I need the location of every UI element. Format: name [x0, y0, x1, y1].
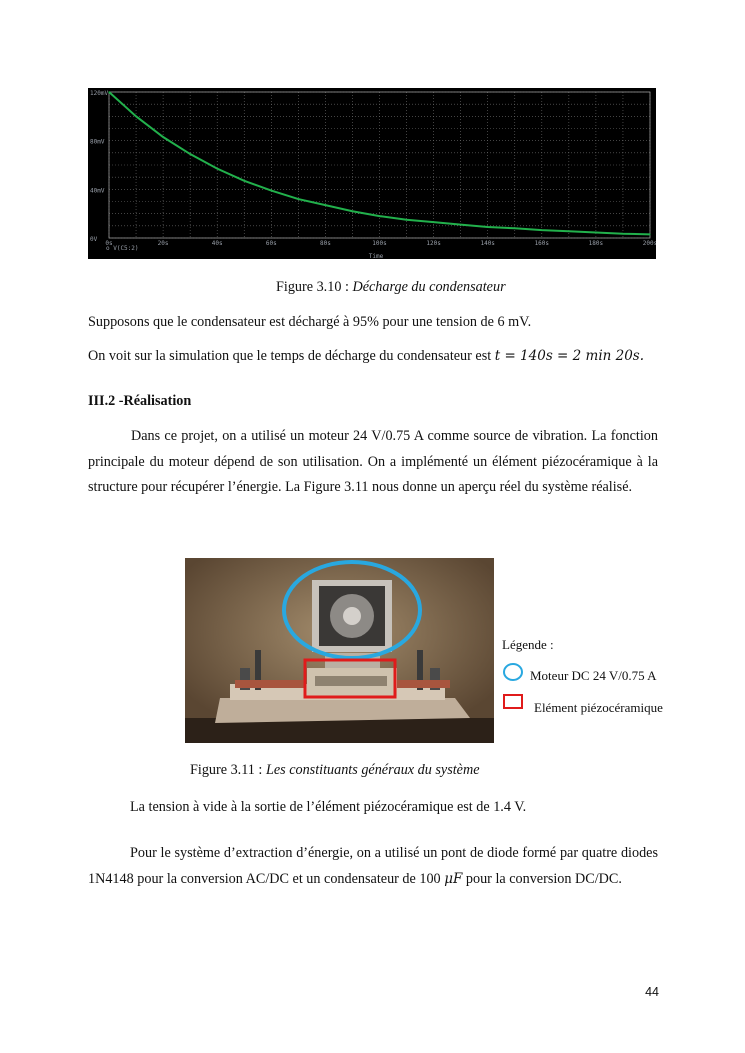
- figure-3-11-caption: [190, 762, 480, 779]
- data-point: [649, 234, 650, 235]
- data-point: [568, 231, 569, 232]
- legend-motor-label: Moteur DC 24 V/0.75 A: [530, 668, 657, 683]
- data-point: [298, 198, 299, 199]
- y-tick-label: 40mV: [90, 187, 105, 195]
- data-point: [271, 190, 272, 191]
- paragraph-simulation-time: [88, 348, 644, 365]
- motor-highlight-circle: [284, 562, 420, 658]
- legend-title: Légende :: [502, 637, 554, 652]
- data-point: [379, 216, 380, 217]
- caption-prefix: Figure 3.10 :: [276, 279, 353, 295]
- data-point: [487, 226, 488, 227]
- extraction-text-b: pour la conversion DC/DC.: [462, 870, 622, 887]
- data-point: [244, 180, 245, 181]
- data-point: [217, 168, 218, 169]
- extraction-text-a: Pour le système d’extraction d’énergie, on a utilisé un pont de diode formé par quatre diodes 1N4148 pour la conversion AC/DC et un condensateur de 100: [88, 845, 658, 887]
- y-tick-label: 80mV: [90, 138, 105, 146]
- motor-legend-icon: [502, 662, 524, 682]
- x-tick-label: 120s: [426, 240, 441, 247]
- data-point: [460, 224, 461, 225]
- page-number: 44: [645, 985, 659, 999]
- data-point: [514, 228, 515, 229]
- figure-3-10-caption: [276, 279, 506, 296]
- x-tick-label: 200s: [642, 240, 656, 247]
- x-tick-label: 160s: [534, 240, 550, 247]
- system-photo: [185, 558, 494, 743]
- x-tick-label: 180s: [588, 240, 604, 247]
- x-tick-label: 80s: [319, 240, 331, 247]
- paragraph-realisation: Dans ce projet, on a utilisé un moteur 24 V/0.75 A comme source de vibration. La fonction principale du moteur dépend de son utilisation. On a implémenté un élément piézocéramique à la structure pour récupérer l’énergie. La Figure 3.11 nous donne un aperçu réel du système réalisé.: [88, 428, 658, 495]
- paragraph-extraction-system: [88, 841, 658, 892]
- x-tick-label: 40s: [211, 240, 223, 247]
- x-tick-label: 0s: [105, 240, 113, 247]
- capacitance-unit: μF: [444, 870, 463, 887]
- x-tick-label: 20s: [157, 240, 169, 247]
- section-heading: III.2 -Réalisation: [88, 393, 192, 409]
- data-point: [595, 232, 596, 233]
- y-tick-label: 0V: [90, 236, 98, 243]
- data-point: [433, 222, 434, 223]
- data-point: [325, 205, 326, 206]
- data-point: [190, 153, 191, 154]
- data-point: [135, 116, 136, 117]
- x-tick-label: 60s: [265, 240, 277, 247]
- legend-piezo-label: Elément piézocéramique: [534, 700, 663, 715]
- discharge-time-formula: t = 140s = 2 min 20s.: [494, 348, 645, 364]
- x-tick-label: 140s: [480, 240, 495, 247]
- caption-title: Les constituants généraux du système: [265, 762, 480, 778]
- data-point: [352, 211, 353, 212]
- x-tick-label: 100s: [372, 240, 387, 247]
- caption-title: Décharge du condensateur: [352, 279, 506, 295]
- data-point: [163, 136, 164, 137]
- x-axis-label: Time: [368, 253, 384, 259]
- chart-background: [88, 88, 656, 259]
- legend-series-name: o V(C5:2): [106, 245, 139, 252]
- data-point: [541, 229, 542, 230]
- paragraph-discharge-assumption: Supposons que le condensateur est déchargé à 95% pour une tension de 6 mV.: [88, 314, 532, 330]
- photo-annotations: [185, 558, 494, 743]
- discharge-chart-svg: [88, 88, 656, 259]
- data-point: [108, 91, 109, 92]
- simulation-text: On voit sur la simulation que le temps de décharge du condensateur est: [88, 348, 495, 364]
- paragraph-open-voltage: La tension à vide à la sortie de l’élément piézocéramique est de 1.4 V.: [130, 799, 527, 815]
- discharge-chart: [88, 88, 656, 259]
- piezo-highlight-rect: [305, 660, 395, 697]
- data-point: [406, 219, 407, 220]
- piezo-legend-icon: [502, 693, 524, 711]
- caption-prefix: Figure 3.11 :: [190, 762, 266, 778]
- data-point: [622, 233, 623, 234]
- y-tick-label: 120mV: [90, 90, 109, 97]
